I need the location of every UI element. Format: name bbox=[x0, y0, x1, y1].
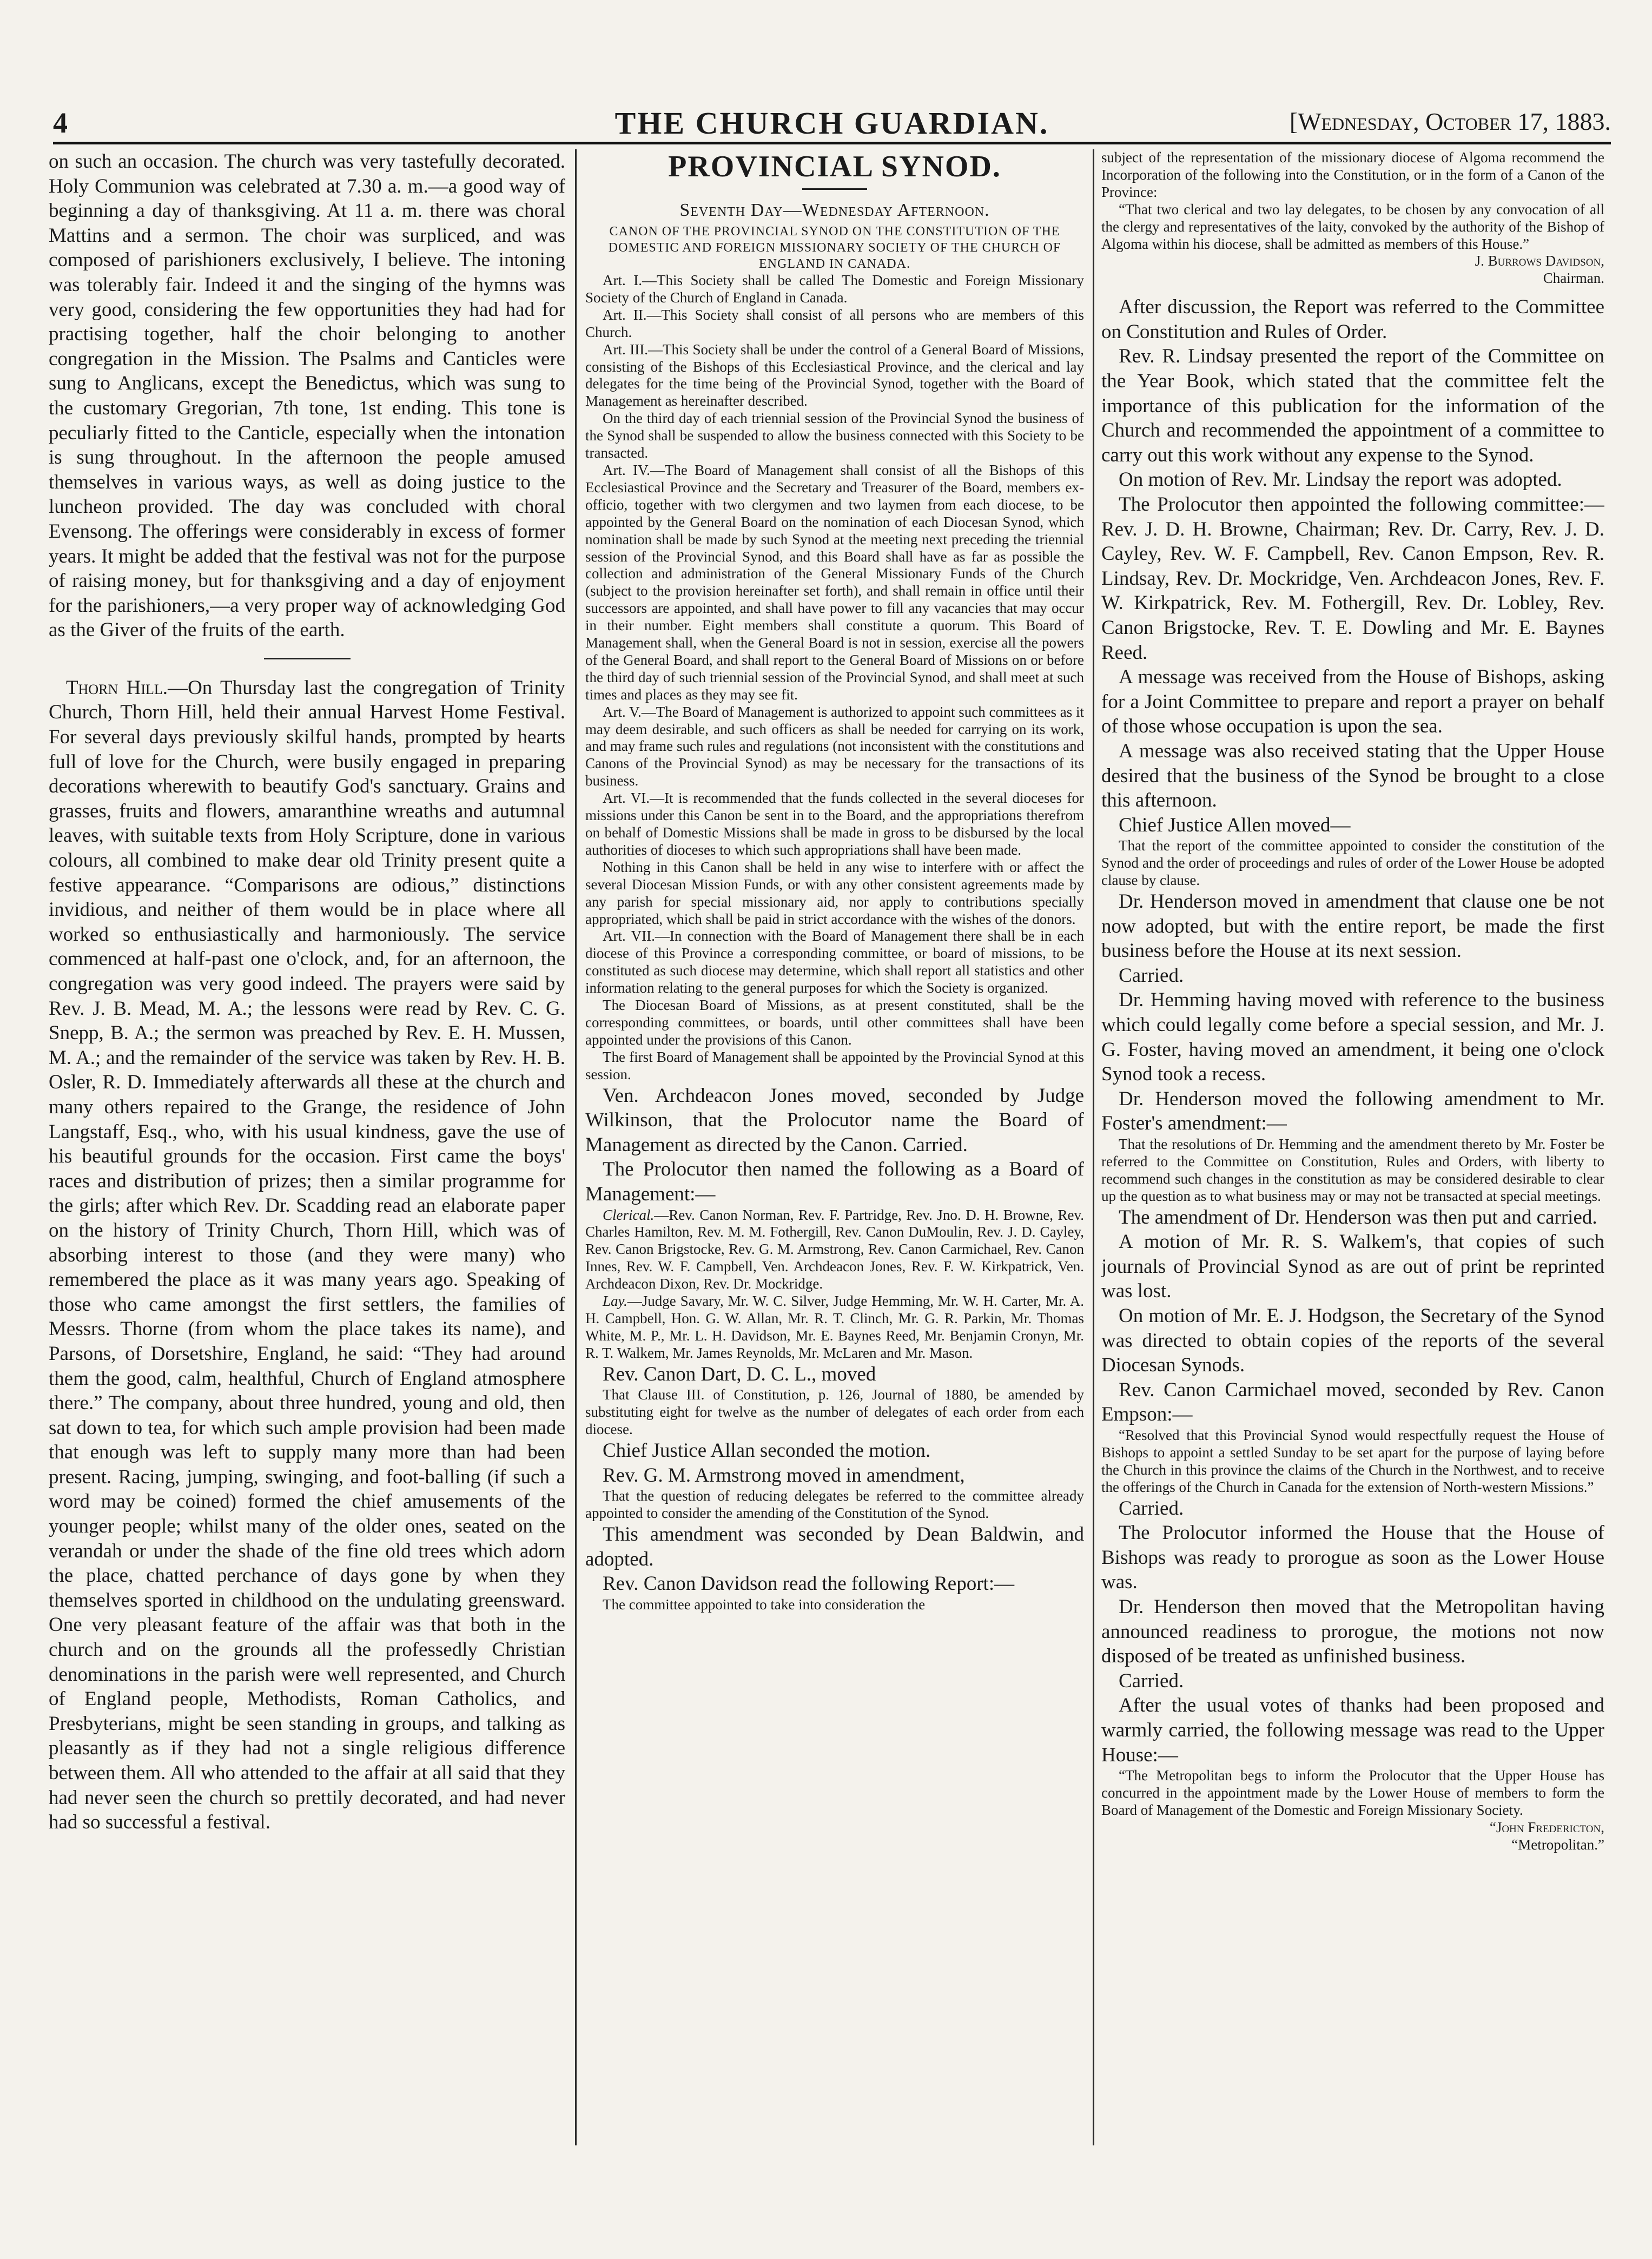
minutes-paragraph: After discussion, the Report was referred to the Committee on Constitution and Rules of Order. bbox=[1101, 296, 1604, 343]
minutes-paragraph: After the usual votes of thanks had been proposed and warmly carried, the following message was read to the Upper House:— bbox=[1101, 1694, 1604, 1766]
column-2 bbox=[585, 149, 1084, 2162]
issue-date: [Wednesday, October 17, 1883. bbox=[1289, 108, 1611, 135]
minutes-paragraph: Ven. Archdeacon Jones moved, seconded by Judge Wilkinson, that the Prolocutor name the Board of Management as directed by the Canon. Carried. bbox=[585, 1084, 1084, 1156]
report-text: subject of the representation of the missionary diocese of Algoma recommend the Incorporation of the following into the Constitution, or in the form of a Canon of the Province: bbox=[1101, 149, 1604, 200]
spacer bbox=[1101, 287, 1604, 295]
masthead-rule bbox=[53, 142, 1611, 144]
minutes-paragraph: Dr. Henderson then moved that the Metropolitan having announced readiness to prorogue, the motions not now disposed of be treated as unfinished business. bbox=[1101, 1595, 1604, 1668]
minutes-paragraph: The amendment of Dr. Henderson was then put and carried. bbox=[1119, 1206, 1597, 1228]
minutes-paragraph: Dr. Henderson moved in amendment that clause one be not now adopted, but with the entire report, be made the first business before the House at its next session. bbox=[1101, 890, 1604, 962]
minutes-paragraph: Rev. Canon Dart, D. C. L., moved bbox=[603, 1363, 876, 1385]
signature: J. Burrows Davidson, bbox=[1475, 253, 1604, 269]
minutes-paragraph: The Prolocutor informed the House that the House of Bishops was ready to prorogue as soon as the Lower House was. bbox=[1101, 1522, 1604, 1594]
canon-article: Art. III.—This Society shall be under the control of a General Board of Missions, consisting of the Bishops of this Ecclesiastical Province, and the clerical and lay delegates for the time being of the Provincial Synod, together with the Board of Management as hereinafter described. bbox=[585, 341, 1084, 409]
minutes-paragraph: This amendment was seconded by Dean Baldwin, and adopted. bbox=[585, 1523, 1084, 1570]
minutes-paragraph: Carried. bbox=[1119, 964, 1184, 987]
board-clerical-list: Clerical.—Rev. Canon Norman, Rev. F. Partridge, Rev. Jno. D. H. Browne, Rev. Charles Hamilton, Rev. M. M. Fothergill, Rev. Canon DuMoulin, Rev. J. D. Cayley, Rev. Canon Brigstocke, Rev. G. M. Armstrong, Rev. Canon Carmichael, Rev. Canon Innes, Rev. W. F. Campbell, Ven. Archdeacon Jones, Rev. F. W. Kirkpatrick, Ven. Archdeacon Dixon, Rev. Dr. Mockridge. bbox=[585, 1206, 1084, 1292]
minutes-paragraph: Carried. bbox=[1119, 1497, 1184, 1520]
motion-text: That the resolutions of Dr. Hemming and the amendment thereto by Mr. Foster be referred to the Committee on Constitution, Rules and Orders, with liberty to recommend such changes in the constitution as may be considered desirable to clear up the question as to what business may or may not be transacted at special meetings. bbox=[1101, 1135, 1604, 1204]
canon-article: Art. IV.—The Board of Management shall consist of all the Bishops of this Ecclesiastical Province and the Secretary and Treasurer of the Board, members ex-officio, together with two clergymen and two laymen from each diocese, to be appointed by the General Board on the nomination of each Diocesan Synod, which nomination shall be made by such Synod at the meeting next preceding the triennial session of the Provincial Synod, and this Board shall have as far as possible the collection and administration of the General Missionary Funds of the Church (subject to the provision hereinafter set forth), and shall remain in office until their successors are appointed, and shall have power to fill any vacancies that may occur in their number. Eight members shall constitute a quorum. This Board of Management shall, when the General Board is not in session, exercise all the powers of the General Board, and shall report to the General Board of Missions on or before the third day of such triennial session of the Provincial Synod, and shall meet at such times and places as they may see fit. bbox=[585, 461, 1084, 703]
canon-article: The Diocesan Board of Missions, as at present constituted, shall be the corresponding committees, or boards, until other committees shall have been appointed under the provisions of this Canon. bbox=[585, 997, 1084, 1048]
canon-article: Art. II.—This Society shall consist of all persons who are members of this Church. bbox=[585, 306, 1084, 340]
article-paragraph: Thorn Hill.—On Thursday last the congregation of Trinity Church, Thorn Hill, held their annual Harvest Home Festival. For several days previously skilful hands, prompted by hearts full of love for the Church, were busily engaged in preparing decorations wherewith to beautify God's sanctuary. Grains and grasses, fruits and flowers, amaranthine wreaths and autumnal leaves, with suitable texts from Holy Scripture, done in various colours, all combined to make dear old Trinity present quite a festive appearance. “Comparisons are odious,” distinctions invidious, and neither of them would be in place where all worked so enthusiastically and harmoniously. The service commenced at half-past one o'clock, and, for an afternoon, the congregation was very good indeed. The prayers were said by Rev. J. B. Mead, M. A.; the lessons were read by Rev. C. G. Snepp, B. A.; the sermon was preached by Rev. E. H. Mussen, M. A.; and the remainder of the service was taken by Rev. H. B. Osler, R. D. Immediately afterwards all these at the church and many others repaired to the Grange, the residence of John Langstaff, Esq., who, with his usual kindness, gave the use of his beautiful grounds for the occasion. First came the boys' races and distribution of prizes; then a similar programme for the girls; after which Rev. Dr. Scadding read an elaborate paper on the history of Trinity Church, Thorn Hill, which was of absorbing interest to those (and they were many) who remembered the place as it was many years ago. Speaking of those who came amongst the first settlers, the families of Messrs. Thorne (from whom the place takes its name), and Parsons, of Dorsetshire, England, he said: “They had around them the good, calm, healthful, Church of England atmosphere there.” The company, about three hundred, young and old, then sat down to tea, for which such ample provision had been made that enough was left to supply many more than had been present. Racing, jumping, swinging, and foot-balling (if such a word may be coined) formed the chief amusements of the younger people; whilst many of the older ones, seated on the verandah or under the shade of the fine old trees which adorn the place, chatted perchance of days gone by when they themselves sported in childhood on the undulating greensward. One very pleasant feature of the affair was that both in the church and on the grounds all the professedly Christian denominations in the parish were well represented, and Church of England people, Methodists, Roman Catholics, and Presbyterians, might be seen standing in groups, and talking as pleasantly as if they had not a single religious difference between them. All who attended to the affair at all said that they had never seen the church so prettily decorated, and had never had so successful a festival. bbox=[49, 676, 565, 1834]
minutes-paragraph: Rev. Canon Carmichael moved, seconded by Rev. Canon Empson:— bbox=[1101, 1378, 1604, 1426]
canon-article: On the third day of each triennial session of the Provincial Synod the business of the Synod shall be suspended to allow the business connected with this Society to be transacted. bbox=[585, 410, 1084, 461]
minutes-paragraph: Carried. bbox=[1119, 1669, 1184, 1692]
canon-article: Art. VII.—In connection with the Board of Management there shall be in each diocese of this Province a corresponding committee, or board of missions, to be constituted as such diocese may determine, which shall report all statistics and other information relating to the general purposes for which the Society is organized. bbox=[585, 928, 1084, 996]
signature-title: “Metropolitan.” bbox=[1511, 1836, 1604, 1853]
minutes-paragraph: A message was also received stating that the Upper House desired that the business of the Synod be brought to a close this afternoon. bbox=[1101, 739, 1604, 812]
minutes-paragraph: A message was received from the House of Bishops, asking for a Joint Committee to prepare and report a prayer on behalf of those whose occupation is upon the sea. bbox=[1101, 666, 1604, 738]
motion-text: That Clause III. of Constitution, p. 126, Journal of 1880, be amended by substituting eight for twelve as the number of delegates of each order from each diocese. bbox=[585, 1386, 1084, 1438]
column-3 bbox=[1101, 149, 1604, 2162]
minutes-paragraph: The Prolocutor then appointed the following committee:—Rev. J. D. H. Browne, Chairman; Rev. Dr. Carry, Rev. J. D. Cayley, Rev. W. F. Campbell, Rev. Canon Empson, Rev. R. Lindsay, Rev. Dr. Mockridge, Ven. Archdeacon Jones, Rev. F. W. Kirkpatrick, Rev. M. Fothergill, Rev. Dr. Lobley, Rev. Canon Brigstocke, Rev. T. E. Dowling and Mr. E. Baynes Reed. bbox=[1101, 493, 1604, 664]
masthead bbox=[53, 102, 1611, 142]
column-divider bbox=[575, 149, 577, 2145]
motion-text: That the report of the committee appointed to consider the constitution of the Synod and the order of proceedings and rules of order of the Lower House be adopted clause by clause. bbox=[1101, 837, 1604, 889]
section-rule bbox=[264, 658, 351, 659]
minutes-paragraph: Dr. Hemming having moved with reference to the business which could legally come before a special session, and Mr. J. G. Foster, having moved an amendment, it being one o'clock Synod took a recess. bbox=[1101, 989, 1604, 1086]
motion-text: That the question of reducing delegates be referred to the committee already appointed to consider the amending of the Constitution of the Synod. bbox=[585, 1488, 1084, 1522]
minutes-paragraph: Chief Justice Allen moved— bbox=[1119, 814, 1351, 836]
canon-article: Nothing in this Canon shall be held in any wise to interfere with or affect the several Diocesan Mission Funds, or with any other consistent agreements made by any parish for special missionary aid, nor apply to contributions specially appropriated, which shall be paid in strict accordance with the wishes of the donors. bbox=[585, 858, 1084, 927]
canon-title: CANON OF THE PROVINCIAL SYNOD ON THE CONSTITUTION OF THE DOMESTIC AND FOREIGN MISSIONARY SOCIETY OF THE CHURCH OF ENGLAND IN CANADA. bbox=[608, 224, 1061, 271]
signature: “John Fredericton, bbox=[1489, 1819, 1604, 1835]
canon-article: Art. I.—This Society shall be called The Domestic and Foreign Missionary Society of the Church of England in Canada. bbox=[585, 272, 1084, 306]
page-number: 4 bbox=[53, 107, 68, 139]
column-1 bbox=[49, 149, 565, 2162]
canon-article: Art. V.—The Board of Management is authorized to appoint such committees as it may deem desirable, and such officers as shall be needed for carrying on its work, and may frame such rules and regulations (not inconsistent with the constitutions and Canons of the Provincial Synod) as may be necessary for the transactions of its business. bbox=[585, 703, 1084, 789]
newspaper-title: THE CHURCH GUARDIAN. bbox=[614, 105, 1049, 141]
board-lay-list: Lay.—Judge Savary, Mr. W. C. Silver, Judge Hemming, Mr. W. H. Carter, Mr. A. H. Campbell, Hon. G. W. Allan, Mr. R. T. Clinch, Mr. G. R. Parkin, Mr. Thomas White, M. P., Mr. L. H. Davidson, Mr. E. Baynes Reed, Mr. Benjamin Cronyn, Mr. R. T. Walkem, Mr. James Reynolds, Mr. McLaren and Mr. Mason. bbox=[585, 1293, 1084, 1361]
article-paragraph: on such an occasion. The church was very tastefully decorated. Holy Communion was celebrated at 7.30 a. m.—a good way of beginning a day of thanksgiving. At 11 a. m. there was choral Mattins and a sermon. The choir was surpliced, and was composed of parishioners exclusively, I believe. The intoning was tolerably fair. Indeed it and the singing of the hymns was very good, considering the few opportunities they had had for practising together, half the choir belonging to another congregation in the Mission. The Psalms and Canticles were sung to Anglicans, except the Benedictus, which was sung to the customary Gregorian, 7th tone, 1st ending. This tone is peculiarly fitted to the Canticle, especially when the intonation is sung throughout. In the afternoon the people amused themselves in various ways, as well as doing justice to the luncheon provided. The day was concluded with choral Evensong. The offerings were considerably in excess of former years. It might be added that the festival was not for the purpose of raising money, but for thanksgiving and a day of enjoyment for the parishioners,—a very proper way of acknowledging God as the Giver of the fruits of the earth. bbox=[49, 150, 565, 642]
minutes-paragraph: On motion of Mr. E. J. Hodgson, the Secretary of the Synod was directed to obtain copies of the reports of the several Diocesan Synods. bbox=[1101, 1304, 1604, 1377]
minutes-paragraph: Dr. Henderson moved the following amendment to Mr. Foster's amendment:— bbox=[1101, 1087, 1604, 1135]
article-subheading: Seventh Day—Wednesday Afternoon. bbox=[679, 200, 990, 220]
report-text: The committee appointed to take into consideration the bbox=[603, 1596, 926, 1613]
dateline: Thorn Hill. bbox=[66, 676, 168, 699]
minutes-paragraph: Rev. Canon Davidson read the following Report:— bbox=[603, 1573, 1015, 1595]
minutes-paragraph: Rev. G. M. Armstrong moved in amendment, bbox=[603, 1464, 965, 1487]
minutes-paragraph: The Prolocutor then named the following as a Board of Management:— bbox=[585, 1158, 1084, 1205]
minutes-paragraph: Rev. R. Lindsay presented the report of the Committee on the Year Book, which stated that the committee felt the importance of this publication for the information of the Church and recommended the appointment of a committee to carry out this work without any expense to the Synod. bbox=[1101, 345, 1604, 466]
motion-text: “Resolved that this Provincial Synod would respectfully request the House of Bishops to appoint a settled Sunday to be set apart for the purpose of laying before the Church in this province the claims of the Church in the Northwest, and to receive the offerings of the Church in Canada for the extension of North-western Missions.” bbox=[1101, 1426, 1604, 1495]
minutes-paragraph: On motion of Rev. Mr. Lindsay the report was adopted. bbox=[1119, 468, 1562, 491]
quoted-message: “The Metropolitan begs to inform the Prolocutor that the Upper House has concurred in the appointment made by the Lower House of members to form the Board of Management of the Domestic and Foreign Missionary Society. bbox=[1101, 1767, 1604, 1818]
canon-article: Art. VI.—It is recommended that the funds collected in the several dioceses for missions under this Canon be sent in to the Board, and the appropriations therefrom on behalf of Domestic Missions shall be made in gross to be disbursed by the local authorities of dioceses to which such appropriations shall have been made. bbox=[585, 790, 1084, 858]
article-heading: PROVINCIAL SYNOD. bbox=[668, 150, 1001, 183]
canon-article: The first Board of Management shall be appointed by the Provincial Synod at this session. bbox=[585, 1048, 1084, 1082]
quoted-resolution: “That two clerical and two lay delegates, to be chosen by any convocation of all the clergy and representatives of the laity, convoked by the authority of the Bishop of Algoma within his diocese, shall be admitted as members of this House.” bbox=[1101, 201, 1604, 252]
minutes-paragraph: A motion of Mr. R. S. Walkem's, that copies of such journals of Provincial Synod as are out of print be reprinted was lost. bbox=[1101, 1231, 1604, 1303]
column-divider bbox=[1093, 149, 1094, 2145]
heading-rule bbox=[802, 188, 867, 190]
signature-title: Chairman. bbox=[1543, 270, 1604, 287]
minutes-paragraph: Chief Justice Allan seconded the motion. bbox=[603, 1439, 931, 1462]
